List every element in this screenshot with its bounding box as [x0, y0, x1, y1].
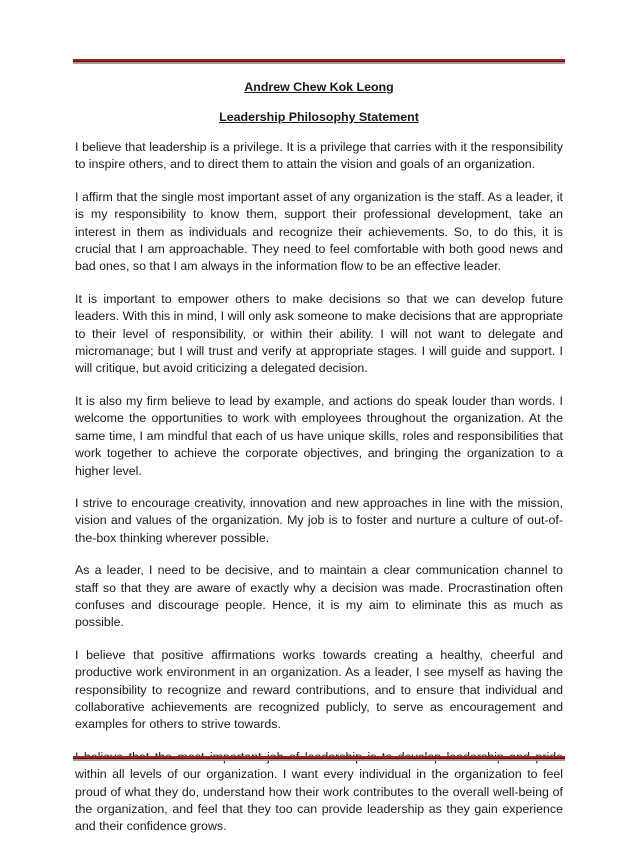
document-body — [75, 79, 563, 851]
author-name: Andrew Chew Kok Leong — [244, 80, 394, 94]
bottom-divider — [73, 756, 565, 761]
paragraph-5: I strive to encourage creativity, innovation and new approaches in line with the mission, vision and values of the organization. My job is to foster and nurture a culture of out-of-the-box thinking wherever possible. — [75, 495, 563, 545]
top-divider — [73, 59, 565, 64]
paragraph-7: I believe that positive affirmations works towards creating a healthy, cheerful and productive work environment in an organization. As a leader, I see myself as having the responsibility to recognize and reward contributions, and to ensure that individual and collaborative achievements are recognized publicly, to serve as encouragement and examples for others to strive towards. — [75, 647, 563, 732]
paragraph-1: I believe that leadership is a privilege. It is a privilege that carries with it the responsibility to inspire others, and to direct them to attain the vision and goals of an organization. — [75, 140, 563, 172]
paragraph-3: It is important to empower others to make decisions so that we can develop future leaders. With this in mind, I will only ask someone to make decisions that are appropriate to their level of responsibility, or within their ability. I will not want to delegate and micromanage; but I will trust and verify at appropriate stages. I will guide and support. I will critique, but avoid criticizing a delegated decision. — [75, 291, 563, 376]
paragraph-2: I affirm that the single most important asset of any organization is the staff. As a leader, it is my responsibility to know them, support their professional development, take an interest in them as individuals and recognize their achievements. So, to do this, it is crucial that I am approachable. They need to feel comfortable with both good news and bad ones, so that I am always in the information flow to be an effective leader. — [75, 189, 563, 274]
paragraph-6: As a leader, I need to be decisive, and to maintain a clear communication channel to staff so that they are aware of exactly why a decision was made. Procrastination often confuses and discourage people. Hence, it is my aim to eliminate this as much as possible. — [75, 563, 563, 630]
document-title: Leadership Philosophy Statement — [219, 110, 419, 124]
paragraph-4: It is also my firm believe to lead by example, and actions do speak louder than words. I welcome the opportunities to work with employees throughout the organization. At the same time, I am mindful that each of us have unique skills, roles and responsibilities that work together to achieve the corporate objectives, and bringing the organization to a higher level. — [75, 393, 563, 478]
paragraph-8: within all levels of our organization. I want every individual in the organization to feel proud of what they do, understand how their work contributes to the overall well-being of the organization, and feel that they too can provide leadership as they gain experience and their confidence grows. — [75, 767, 563, 834]
